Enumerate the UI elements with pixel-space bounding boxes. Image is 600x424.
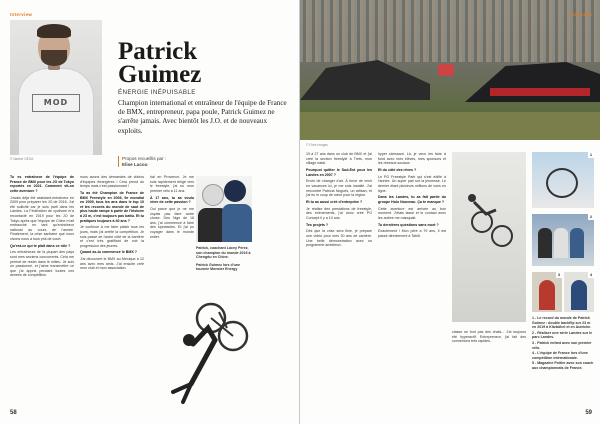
bmx-rider-illustration [153, 292, 253, 410]
title-line-1: Patrick [118, 38, 198, 65]
question: Pourquoi quitter le Sud-Est pour les Landes en 2007 ? [306, 167, 372, 177]
answer: Exactement ! Mon père a 79 ans, il est passé directement à Tahiti. [378, 229, 446, 239]
section-header [10, 12, 32, 17]
question: Tu es entraîneur de l'équipe de France de BMX pour les JO de Tokyo reportés en 2021. Comment vit-on cette aventure ? [10, 175, 74, 193]
answer: Le PG Freestyle Park qui s'est édifié à l'année. Un super pari sur la jeunesse. Le dernier étant plusieurs millions de vues en ligne. [378, 174, 446, 193]
photo-credit: © Flore Images [306, 143, 328, 147]
photo-caption: Patrick, coachant Lacey Pérez, son champion du monde 2019 à Chengdu en Chine. Patrick Guimez lors d'une tournée Monster Energy [196, 246, 251, 272]
side-photo-3 [532, 272, 562, 312]
arena-photo [300, 0, 600, 140]
side-captions: 1 - Le record du monde de Patrick Guimez : double backflip sur 23 m en 2019 à Kitzbühel et en Autriche. 2 - Réaliser une série Landes sur le parc Landes. 3 - Patrick enfant avec son premier vélo. 4 - L'équipe de France lors d'une compétition internationale. 5 - Magazine Poitier avec son coach aux championnats de France. [532, 316, 594, 370]
question: Dans les Landes, tu as fait partie du groupe Holo Nouveau. Ça te manque ? [378, 195, 446, 204]
question: Qu'est-ce qui te plaît dans ce rôle ? [10, 243, 71, 248]
text-column-1 [306, 152, 372, 250]
byline [118, 156, 166, 167]
text-column-3 [452, 330, 526, 346]
answer: J'avais déjà été assistant-entraîneur en 2009 pour préparer les JO de 2016. J'ai été sollicité car je suis parti dans les Landes. La Fédération de cyclisme m'a recontacté en 2019 pour les JO de Tokyo après que l'équipe de Chine m'ait embauché en tant qu'entraîneur national au cours de l'année. Finalement, la crise sanitaire que nous vivons nous a tous pris de court. [10, 195, 74, 241]
text-column-2 [80, 175, 144, 273]
portrait-photo [10, 20, 102, 155]
section-header [570, 12, 592, 17]
answer: hyper stressant. Là, je veux les faire à fond avec mes élèves, mes sponsors et les réseaux sociaux. [378, 152, 446, 166]
coaching-photo [196, 176, 252, 242]
article-kicker: ÉNERGIE INÉPUISABLE [118, 89, 196, 96]
photo-number: 3 [557, 272, 561, 277]
answer: Les entraîneurs de la plupart des pays sont mes anciens concurrents. Cela me permet de rester dans le milieu. Je suis un passionné, et j'aime transmettre ce que j'ai appris pendant toutes ces années de compétition. [10, 250, 74, 278]
answer: Cette aventure est arrivée au bon moment. J'étais lassé et le contact avec les autres me manquait. [378, 206, 446, 220]
question: Quand as-tu commencé le BMX ? [80, 250, 137, 255]
question: À 17 ans, tu as voulu vivre de cette passion ? [150, 195, 194, 205]
bmx-jump-photo [153, 292, 253, 410]
side-photo-4 [564, 272, 594, 312]
page-number: 59 [585, 410, 592, 416]
article-title [118, 40, 201, 86]
photo-number: 2 [589, 214, 593, 219]
answer: 19 à 27 ans dans un club de BMX et j'ai créé la section freestyle à Trets, mon village natal. [306, 152, 372, 166]
answer: Envie de changer d'air. À force de venir en vacances ici, je me suis installé. J'ai rencontré Patricia Noguès, un artisan, et j'ai eu le coup de cœur pour la région. [306, 179, 372, 198]
bmx-trick-illustration [452, 152, 526, 322]
byline-label: Propos recueillis par : [122, 156, 167, 161]
question: Tu as été Champion de France de BMX Freestyle en 2009, 9e mondial en 2009, tous les ans dans le top 10 et tes records du monde de saut de plus haute rampe à partir de l'histoire à 23 m, c'est toujours pas battu. Et tu pratiques toujours à 40 ans ? [80, 190, 144, 223]
title-line-2: Guimez [118, 61, 202, 88]
side-photo-2 [532, 214, 594, 266]
answer: rial en Provence. Je me suis rapidement dirigé vers le freestyle, j'ai eu mon premier vélo à 11 ans. [150, 175, 194, 193]
question: Et tu as aussi créé d'entreprise ? [306, 199, 363, 204]
trick-photo [452, 152, 526, 322]
side-photo-1 [532, 152, 594, 208]
photo-number: 1 [589, 152, 593, 157]
answer: Oui parce que je ne me voyais pas faire autre chose. Des l'âge de 18 ans, j'ai commencé à faire des spectacles. Et j'ai pu voyager dans le monde entier. [150, 206, 194, 239]
section-label: Interview [569, 12, 592, 17]
question: Tu dernières questions sans mort ? [378, 222, 439, 227]
photo-number: 4 [589, 272, 593, 277]
article-lead: Champion international et entraîneur de l'équipe de France de BMX, entrepreneur, papa poule, Patrick Guimez ne s'arrête jamais. Avec bientôt les J.O. et de nouveaux exploits. [118, 99, 287, 135]
right-page [300, 0, 600, 424]
answer: Je continue à me faire plaisir tous les jours, mais j'ai arrêté la compétition. Je suis passé de l'autre côté de la barrière et c'est très gratifiant de voir la progression des jeunes. [80, 225, 144, 248]
answer: classe ne font pas des chats... J'ai toujours été hyperactif. Entrepreneur, j'ai fait des connexions très rapides. [452, 330, 526, 344]
section-label: Interview [10, 12, 33, 17]
question: Et du côté des rêves ? [378, 167, 417, 172]
question: Tes projets ? [306, 222, 329, 227]
answer: Je réalise des prestations de freestyle, des événements, j'ai donc créé PG Concept il y a 10 ans. [306, 206, 372, 220]
byline-author: Elise Lacou [122, 161, 148, 167]
text-column-3 [150, 175, 194, 241]
text-column-2 [378, 152, 446, 241]
answer: nous avons des demandes de vidéos d'équipes étrangères ! Cela prend du temps mais c'est passionnant ! [80, 175, 144, 189]
answer: Dès que la crise sera finie, je prépare une vidéo pour mes 30 ans de carrière. Une belle démonstration avec un programme ambitieux. [306, 229, 372, 248]
answer: J'ai découvert le BMX au Mexique à 12 ans avec mes amis. J'ai ensuite créé mon club et mon association. [80, 257, 144, 271]
photo-credit: © Nadine GEGA [10, 157, 34, 161]
shirt-logo: MOD [32, 94, 80, 112]
page-number: 58 [10, 410, 17, 416]
text-column-1 [10, 175, 74, 280]
